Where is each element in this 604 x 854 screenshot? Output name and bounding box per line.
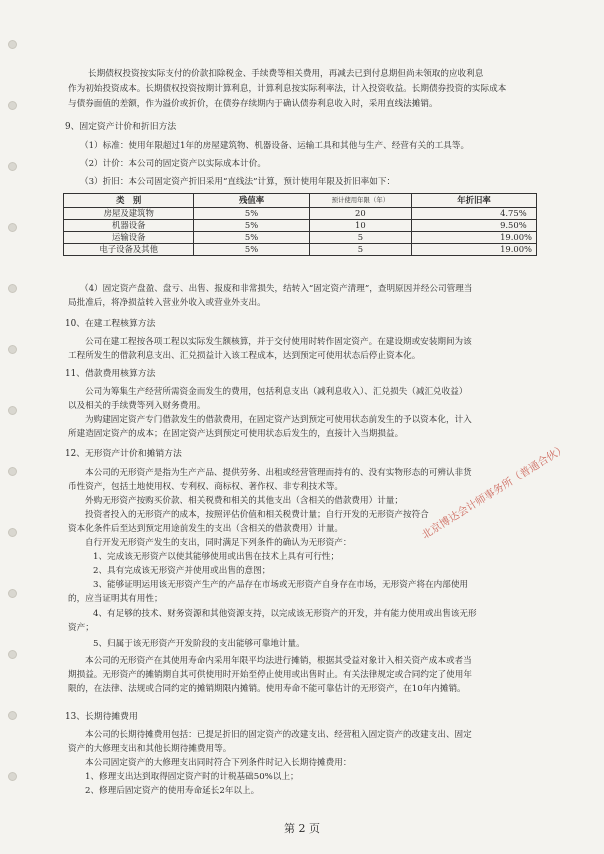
useful-life-cell: 5 (309, 244, 411, 256)
binding-hole (8, 284, 17, 293)
section-12-line: 1、完成该无形资产以使其能够使用或出售在技术上具有可行性； (93, 552, 340, 562)
depreciation-rate-cell: 4.75% (412, 208, 537, 220)
section-12-line: 期损益。无形资产的摊销期自其可供使用时开始至停止使用或出售时止。有关法律规定或合同约定了使用年 (68, 670, 472, 680)
binding-hole (8, 772, 17, 781)
category-cell: 电子设备及其他 (64, 244, 194, 256)
section-11-line: 公司为筹集生产经营所需资金而发生的费用，包括利息支出（减利息收入）、汇兑损失（减汇兑收益） (85, 387, 468, 397)
depreciation-rate-cell: 19.00% (412, 232, 537, 244)
binding-hole (8, 467, 17, 476)
section-10-title: 10、在建工程核算方法 (65, 319, 156, 329)
useful-life-cell: 5 (309, 232, 411, 244)
section-11-line: 为购建固定资产专门借款发生的借款费用，在固定资产达到预定可使用状态前发生的予以资本化，计入 (85, 415, 472, 425)
section-13-line: 本公司固定资产的大修理支出同时符合下列条件时记入长期待摊费用： (85, 758, 352, 768)
section-12-line: 限的，在法律、法规或合同约定的摊销期限内摊销。使用寿命不能可靠估计的无形资产，在10年内摊销。 (68, 684, 466, 694)
table-row (64, 244, 537, 256)
section-12-line: 的，应当证明其有用性； (68, 594, 163, 604)
section-9-line: （2）计价：本公司的固定资产以实际成本计价。 (80, 159, 266, 169)
binding-hole (8, 650, 17, 659)
binding-hole (8, 528, 17, 537)
section-9-line: （4）固定资产盘盈、盘亏、出售、报废和非常损失，结转入“固定资产清理”，查明原因并经公司管理当 (80, 284, 473, 294)
section-9-line: （3）折旧：本公司固定资产折旧采用“直线法”计算，预计使用年限及折旧率如下： (80, 177, 396, 187)
binding-holes (8, 40, 20, 833)
table-row (64, 208, 537, 220)
section-9-line: 局批准后，将净损益转入营业外收入或营业外支出。 (68, 298, 266, 308)
category-cell: 机器设备 (64, 220, 194, 232)
residual-rate-cell: 5% (194, 244, 309, 256)
binding-hole (8, 223, 17, 232)
section-11-title: 11、借款费用核算方法 (65, 369, 156, 379)
page-number: 第 2 页 (284, 822, 320, 835)
section-12-line: 本公司的无形资产在其使用寿命内采用年限平均法进行摊销，根据其受益对象计入相关资产成本或者当 (85, 656, 472, 666)
table-row (64, 232, 537, 244)
section-12-line: 资本化条件后至达到预定用途前发生的支出（含相关的借款费用）计量。 (68, 524, 344, 534)
binding-hole (8, 40, 17, 49)
useful-life-cell: 10 (309, 220, 411, 232)
table-header-cell: 残值率 (194, 194, 309, 208)
paragraph-line: 与债券面值的差额，作为溢价或折价，在债券存续期内于确认债券利息收入时，采用直线法摊销。 (68, 99, 438, 109)
binding-hole (8, 101, 17, 110)
firm-stamp: 北京博达会计师事务所（普通合伙） (419, 442, 569, 542)
section-13-line: 1、修理支出达到取得固定资产时的计税基础50%以上； (85, 772, 299, 782)
useful-life-cell: 20 (309, 208, 411, 220)
depreciation-rate-cell: 19.00% (412, 244, 537, 256)
section-12-line: 投资者投入的无形资产的成本，按照评估价值和相关税费计量；自行开发的无形资产按符合 (85, 510, 429, 520)
section-12-line: 资产； (68, 623, 94, 633)
section-9-title: 9、固定资产计价和折旧方法 (65, 122, 177, 132)
table-header-cell: 类 别 (64, 194, 194, 208)
section-12-line: 3、能够证明运用该无形资产生产的产品存在市场或无形资产自身存在市场，无形资产将在内部使用 (93, 580, 469, 590)
table-header-cell: 预计使用年限（年） (309, 194, 411, 208)
section-12-title: 12、无形资产计价和摊销方法 (65, 449, 182, 459)
section-12-line: 2、具有完成该无形资产并使用或出售的意图； (93, 566, 271, 576)
binding-hole (8, 345, 17, 354)
residual-rate-cell: 5% (194, 220, 309, 232)
binding-hole (8, 711, 17, 720)
section-12-line: 币性资产，包括土地使用权、专利权、商标权、著作权、非专利技术等。 (68, 482, 344, 492)
table-row (64, 220, 537, 232)
table-header-row (64, 194, 537, 208)
section-12-line: 本公司的无形资产是指为生产产品、提供劳务、出租或经营管理而持有的、没有实物形态的可辨认非货 (85, 468, 472, 478)
section-12-line: 4、有足够的技术、财务资源和其他资源支持，以完成该无形资产的开发，并有能力使用或出售该无形 (93, 609, 477, 619)
binding-hole (8, 406, 17, 415)
section-12-line: 外购无形资产按购买价款、相关税费和相关的其他支出（含相关的借款费用）计量； (85, 496, 403, 506)
section-12-line: 5、归属于该无形资产开发阶段的支出能够可靠地计量。 (93, 639, 305, 649)
section-13-line: 2、修理后固定资产的使用寿命延长2年以上。 (85, 786, 260, 796)
depreciation-rate-cell: 9.50% (412, 220, 537, 232)
binding-hole (8, 162, 17, 171)
section-11-line: 以及相关的手续费等列入财务费用。 (68, 401, 206, 411)
paragraph-line: 长期债权投资按实际支付的价款扣除税金、手续费等相关费用，再减去已到付息期但尚未领取的应收利息 (88, 69, 484, 79)
section-10-line: 工程所发生的借款利息支出、汇兑损益计入该工程成本，达到预定可使用状态后停止资本化。 (68, 351, 421, 361)
section-12-line: 自行开发无形资产发生的支出，同时满足下列条件的确认为无形资产： (85, 538, 352, 548)
table-header-cell: 年折旧率 (412, 194, 537, 208)
binding-hole (8, 589, 17, 598)
category-cell: 房屋及建筑物 (64, 208, 194, 220)
section-10-line: 公司在建工程按各项工程以实际发生额核算，并于交付使用时转作固定资产。在建设期或安装期间为该 (85, 337, 472, 347)
category-cell: 运输设备 (64, 232, 194, 244)
section-9-line: （1）标准：使用年限超过1年的房屋建筑物、机器设备、运输工具和其他与生产、经营有关的工具等。 (80, 141, 470, 151)
residual-rate-cell: 5% (194, 232, 309, 244)
residual-rate-cell: 5% (194, 208, 309, 220)
section-13-line: 资产的大修理支出和其他长期待摊费用等。 (68, 744, 232, 754)
section-11-line: 所建造固定资产的成本；在固定资产达到预定可使用状态后发生的，直接计入当期损益。 (68, 429, 404, 439)
section-13-title: 13、长期待摊费用 (65, 712, 138, 722)
depreciation-table (63, 193, 537, 256)
paragraph-line: 作为初始投资成本。长期债权投资按期计算利息，计算利息按实际利率法，计入投资收益。长期债券投资的实际成本 (68, 84, 507, 94)
section-13-line: 本公司的长期待摊费用包括：已提足折旧的固定资产的改建支出、经营租入固定资产的改建支出、固定 (85, 730, 472, 740)
